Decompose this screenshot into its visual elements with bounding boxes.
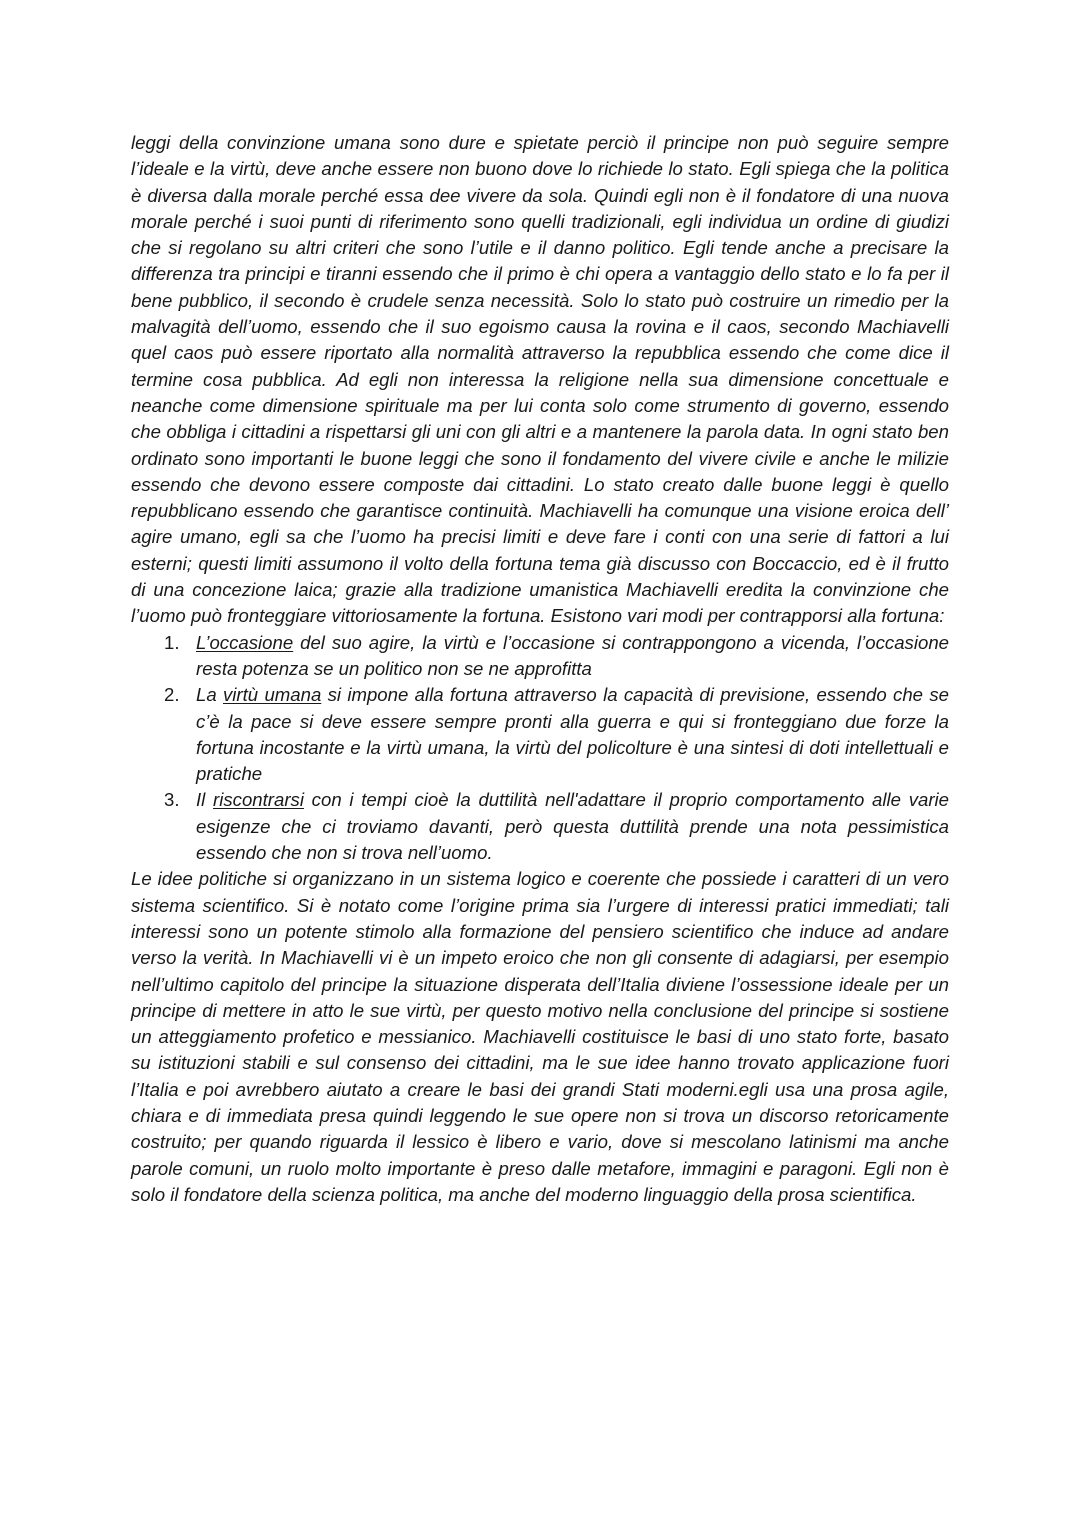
intro-paragraph: leggi della convinzione umana sono dure e spietate perciò il principe non può seguire sempre l’ideale e la virtù, deve anche essere non buono dove lo richiede lo stato. Egli spiega che la politica è diversa dalla morale perché essa dee vivere da sola. Quindi egli non è il fondatore di una nuova morale perché i suoi punti di riferimento sono quelli tradizionali, egli individua un ordine di giudizi che si regolano su altri criteri che sono l’utile e il danno politico. Egli tende anche a precisare la differenza tra principi e tiranni essendo che il primo è chi opera a vantaggio dello stato e lo fa per il bene pubblico, il secondo è crudele senza necessità. Solo lo stato può costruire un rimedio per la malvagità dell’uomo, essendo che il suo egoismo causa la rovina e il caos, secondo Machiavelli quel caos può essere riportato alla normalità attraverso la repubblica essendo che come dice il termine cosa pubblica. Ad egli non interessa la religione nella sua dimensione concettuale e neanche come dimensione spirituale ma per lui conta solo come strumento di governo, essendo che obbliga i cittadini a rispettarsi gli uni con gli altri e a mantenere la parola data. In ogni stato ben ordinato sono importanti le buone leggi che sono il fondamento del vivere civile e anche le milizie essendo che devono essere composte dai cittadini. Lo stato creato dalle buone leggi è quello repubblicano essendo che garantisce continuità. Machiavelli ha comunque una visione eroica dell’ agire umano, egli sa che l’uomo ha precisi limiti e deve fare i conti con una serie di fattori a lui esterni; questi limiti assumono il volto della fortuna tema già discusso con Boccaccio, ed è il frutto di una concezione laica; grazie alla tradizione umanistica Machiavelli eredita la convinzione che l’uomo può fronteggiare vittoriosamente la fortuna. Esistono vari modi per contrapporsi alla fortuna: [131, 132, 949, 627]
list-item [164, 787, 950, 866]
list-item-number: 3. [164, 789, 180, 811]
list-item-prefix: Il [196, 789, 214, 811]
closing-paragraph: Le idee politiche si organizzano in un sistema logico e coerente che possiede i caratteri di un vero sistema scientifico. Si è notato come l’origine prima sia l’urgere di interessi pratici immediati; tali interessi sono un potente stimolo alla formazione del pensiero scientifico che induce ad andare verso la verità. In Machiavelli vi è un impeto eroico che non gli consente di adagiarsi, per esempio nell’ultimo capitolo del principe la situazione disperata dell’Italia diviene l’ossessione ideale per un principe di mettere in atto le sue virtù, per questo motivo nella conclusione del principe si sostiene un atteggiamento profetico e messianico. Machiavelli costituisce le basi di uno stato forte, basato su istituzioni stabili e sul consenso dei cittadini, ma le sue idee hanno trovato applicazione fuori l’Italia e poi avrebbero aiutato a creare le basi dei grandi Stati moderni.egli usa una prosa agile, chiara e di immediata presa quindi leggendo le sue opere non si trova un discorso retoricamente costruito; per quando riguarda il lessico è libero e vario, dove si mescolano latinismi ma anche parole comuni, un ruolo molto importante è preso dalle metafore, immagini e paragoni. Egli non è solo il fondatore della scienza politica, ma anche del moderno linguaggio della prosa scientifica. [131, 868, 949, 1205]
list-item-underlined-term: virtù umana [223, 684, 322, 706]
list-item-text: del suo agire, la virtù e l’occasione si contrappongono a vicenda, l’occasione resta potenza se un politico non se ne approfitta [196, 631, 949, 679]
list-item-underlined-term: L’occasione [196, 631, 294, 653]
list-item-text: con i tempi cioè la duttilità nell'adattare il proprio comportamento alle varie esigenze che ci troviamo davanti, però questa duttilità prende una nota pessimistica essendo che non si trova nell’uomo. [196, 789, 950, 864]
list-item-underlined-term: riscontrarsi [213, 789, 304, 811]
fortuna-methods-list [131, 630, 949, 867]
list-item [164, 630, 949, 683]
list-item [164, 682, 949, 787]
document-page [131, 130, 949, 1208]
list-item-number: 2. [164, 684, 180, 706]
list-item-prefix: La [196, 684, 223, 706]
list-item-text: si impone alla fortuna attraverso la capacità di previsione, essendo che se c’è la pace si deve essere sempre pronti alla guerra e qui si fronteggiano due forze la fortuna incostante e la virtù umana, la virtù del policolture è una sintesi di doti intellettuali e pratiche [196, 684, 949, 785]
list-item-number: 1. [164, 631, 180, 653]
